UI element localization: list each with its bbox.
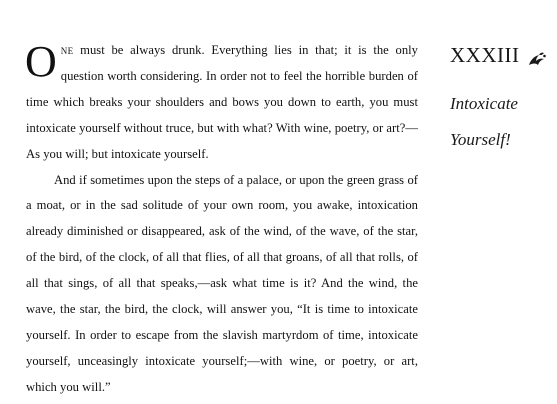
chapter-number: XXXIII xyxy=(450,43,520,67)
paragraph-1-text: must be always drunk. Everything lies in that; it is the only question worth considering. In order not to feel the horrible burden of time which breaks your shoulders and bows you down to earth, you must intoxicate yourself without truce, but with what? With wine, poetry, or art?—As you will; but intoxicate yourself. xyxy=(26,43,418,161)
poem-body xyxy=(26,38,418,401)
chapter-title-line-2: Yourself! xyxy=(450,130,511,149)
chapter-title-line-1: Intoxicate xyxy=(450,94,518,113)
chapter-heading xyxy=(450,42,555,158)
drop-cap: O xyxy=(25,37,57,86)
opening-small-caps: ne xyxy=(60,43,74,57)
chapter-title xyxy=(450,86,555,158)
paragraph-1 xyxy=(26,38,418,168)
paragraph-2: And if sometimes upon the steps of a palace, or upon the green grass of a moat, or in the sad solitude of your own room, you awake, intoxication already diminished or disappeared, ask of the wind, of the wave, of the star, of the bird, of the clock, of all that flies, of all that groans, of all that rolls, of all that sings, of all that speaks,—ask what time is it? And the wind, the wave, the star, the bird, the clock, will answer you, “It is time to intoxicate yourself. In order to escape from the slavish martyrdom of time, intoxicate yourself, unceasingly intoxicate yourself;—with wine, or poetry, or art, which you will.” xyxy=(26,172,418,394)
fleuron-icon xyxy=(527,47,547,63)
chapter-number-row xyxy=(450,42,555,68)
